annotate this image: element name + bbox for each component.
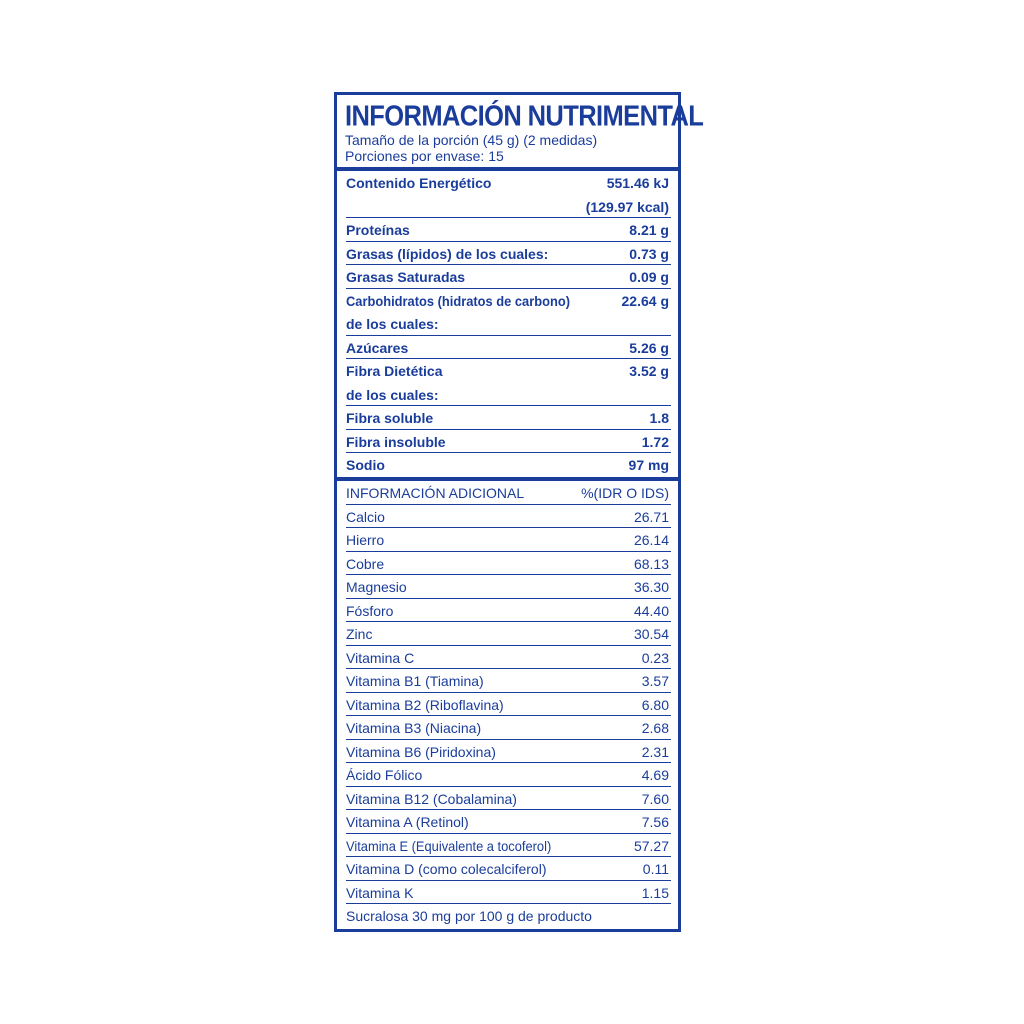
- micronutrient-value: 44.40: [633, 602, 669, 619]
- micronutrient-name-text: Vitamina E (Equivalente a tocoferol): [346, 837, 552, 854]
- serving-size: Tamaño de la porción (45 g) (2 medidas): [345, 132, 598, 148]
- nutrition-facts-label: [334, 92, 704, 932]
- nutrient-table: [346, 171, 671, 477]
- micronutrient-value: 57.27: [633, 837, 669, 854]
- additional-row-vitamina-d: [346, 857, 671, 881]
- micronutrient-name: Zinc: [346, 626, 373, 642]
- micronutrient-value: 7.56: [641, 814, 669, 830]
- nutrient-row-fats: [346, 242, 671, 266]
- nutrient-row-saturated-fats: [346, 265, 671, 289]
- micronutrient-name: Vitamina B2 (Riboflavina): [346, 696, 504, 713]
- additional-row-vitamina-e: [346, 834, 671, 858]
- nutrient-name: Grasas (lípidos) de los cuales:: [346, 245, 549, 262]
- micronutrient-value: 6.80: [641, 696, 669, 713]
- nutrient-value: 0.09 g: [629, 269, 669, 285]
- additional-row-zinc: [346, 622, 671, 646]
- nutrient-value: 3.52 g: [629, 363, 669, 379]
- nutrient-value: (129.97 kcal): [585, 198, 669, 215]
- nutrient-name: Sodio: [346, 457, 385, 473]
- nutrient-name: Grasas Saturadas: [346, 269, 466, 285]
- nutrient-value: 0.73 g: [629, 245, 669, 262]
- nutrient-value: 97 mg: [628, 457, 669, 473]
- additional-header-value: %(IDR O IDS): [581, 485, 669, 501]
- micronutrient-name: Fósforo: [346, 602, 394, 619]
- micronutrient-name: Vitamina B12 (Cobalamina): [346, 790, 517, 807]
- micronutrient-name: Vitamina B1 (Tiamina): [346, 673, 484, 689]
- micronutrient-name: Vitamina K: [346, 884, 414, 901]
- micronutrient-name: Calcio: [346, 508, 385, 525]
- micronutrient-name: [346, 838, 569, 854]
- micronutrient-value: 30.54: [633, 626, 669, 642]
- nutrient-row-dietary-fiber: [346, 359, 671, 383]
- micronutrient-value: 26.71: [633, 508, 669, 525]
- servings-per-container: Porciones por envase: 15: [345, 148, 504, 164]
- additional-row-vitamina-k: [346, 881, 671, 905]
- micronutrient-value: 1.15: [641, 884, 669, 901]
- nutrient-row-sugars: [346, 336, 671, 360]
- additional-row-vitamina-c: [346, 646, 671, 670]
- micronutrient-value: 26.14: [633, 532, 669, 548]
- additional-row-calcio: [346, 505, 671, 529]
- nutrient-name: Fibra Dietética: [346, 363, 443, 379]
- micronutrient-name: Vitamina C: [346, 649, 415, 666]
- nutrient-row-proteins: [346, 218, 671, 242]
- nutrient-row-carbohydrates: [346, 289, 671, 313]
- footnote: Sucralosa 30 mg por 100 g de producto: [346, 908, 592, 924]
- nutrient-row-dietary-fiber-sub: [346, 383, 671, 407]
- micronutrient-value: 2.68: [641, 720, 669, 736]
- additional-info-table: [346, 481, 671, 928]
- micronutrient-name: Magnesio: [346, 579, 407, 595]
- nutrient-row-energy-kj: [346, 171, 671, 195]
- nutrient-value: 1.72: [641, 433, 669, 450]
- additional-row-vitamina-a: [346, 810, 671, 834]
- nutrient-name: Proteínas: [346, 222, 410, 238]
- micronutrient-value: 2.31: [641, 743, 669, 760]
- nutrient-name: Contenido Energético: [346, 175, 492, 191]
- nutrient-value: 22.64 g: [621, 292, 669, 309]
- micronutrient-value: 0.23: [641, 649, 669, 666]
- nutrient-value: 5.26 g: [629, 339, 669, 356]
- additional-header-name: INFORMACIÓN ADICIONAL: [346, 485, 525, 501]
- nutrient-row-carbohydrates-sub: [346, 312, 671, 336]
- nutrient-name: [346, 293, 589, 309]
- additional-row-vitamina-b12: [346, 787, 671, 811]
- micronutrient-value: 0.11: [642, 861, 669, 877]
- nutrient-row-soluble-fiber: [346, 406, 671, 430]
- nutrient-row-sodium: [346, 453, 671, 477]
- nutrient-name: de los cuales:: [346, 316, 439, 332]
- additional-row-acido-folico: [346, 763, 671, 787]
- additional-row-vitamina-b2: [346, 693, 671, 717]
- micronutrient-name: Hierro: [346, 532, 385, 548]
- nutrient-name: Fibra soluble: [346, 410, 434, 426]
- additional-info-header: [346, 481, 671, 505]
- micronutrient-name: Vitamina D (como colecalciferol): [346, 861, 547, 877]
- nutrient-value: 551.46 kJ: [606, 175, 669, 191]
- nutrient-name: de los cuales:: [346, 386, 439, 403]
- micronutrient-value: 68.13: [633, 555, 669, 572]
- micronutrient-value: 36.30: [633, 579, 669, 595]
- additional-row-magnesio: [346, 575, 671, 599]
- footnote-row: [346, 904, 671, 928]
- micronutrient-name: Vitamina B6 (Piridoxina): [346, 743, 496, 760]
- nutrient-row-energy-kcal: [346, 195, 671, 219]
- label-title: INFORMACIÓN NUTRIMENTAL: [345, 101, 704, 133]
- micronutrient-name: Ácido Fólico: [346, 767, 423, 783]
- nutrient-value: 1.8: [649, 410, 669, 426]
- micronutrient-name: Cobre: [346, 555, 385, 572]
- micronutrient-value: 3.57: [641, 673, 669, 689]
- micronutrient-name: Vitamina A (Retinol): [346, 814, 469, 830]
- additional-row-vitamina-b3: [346, 716, 671, 740]
- additional-row-vitamina-b6: [346, 740, 671, 764]
- micronutrient-name: Vitamina B3 (Niacina): [346, 720, 482, 736]
- nutrient-name: Fibra insoluble: [346, 433, 446, 450]
- additional-row-fosforo: [346, 599, 671, 623]
- additional-row-hierro: [346, 528, 671, 552]
- micronutrient-value: 4.69: [641, 767, 669, 783]
- micronutrient-value: 7.60: [641, 790, 669, 807]
- additional-row-cobre: [346, 552, 671, 576]
- nutrient-name-text: Carbohidratos (hidratos de carbono): [346, 292, 570, 309]
- nutrient-value: 8.21 g: [629, 222, 669, 238]
- nutrient-row-insoluble-fiber: [346, 430, 671, 454]
- nutrient-name: Azúcares: [346, 339, 409, 356]
- additional-row-vitamina-b1: [346, 669, 671, 693]
